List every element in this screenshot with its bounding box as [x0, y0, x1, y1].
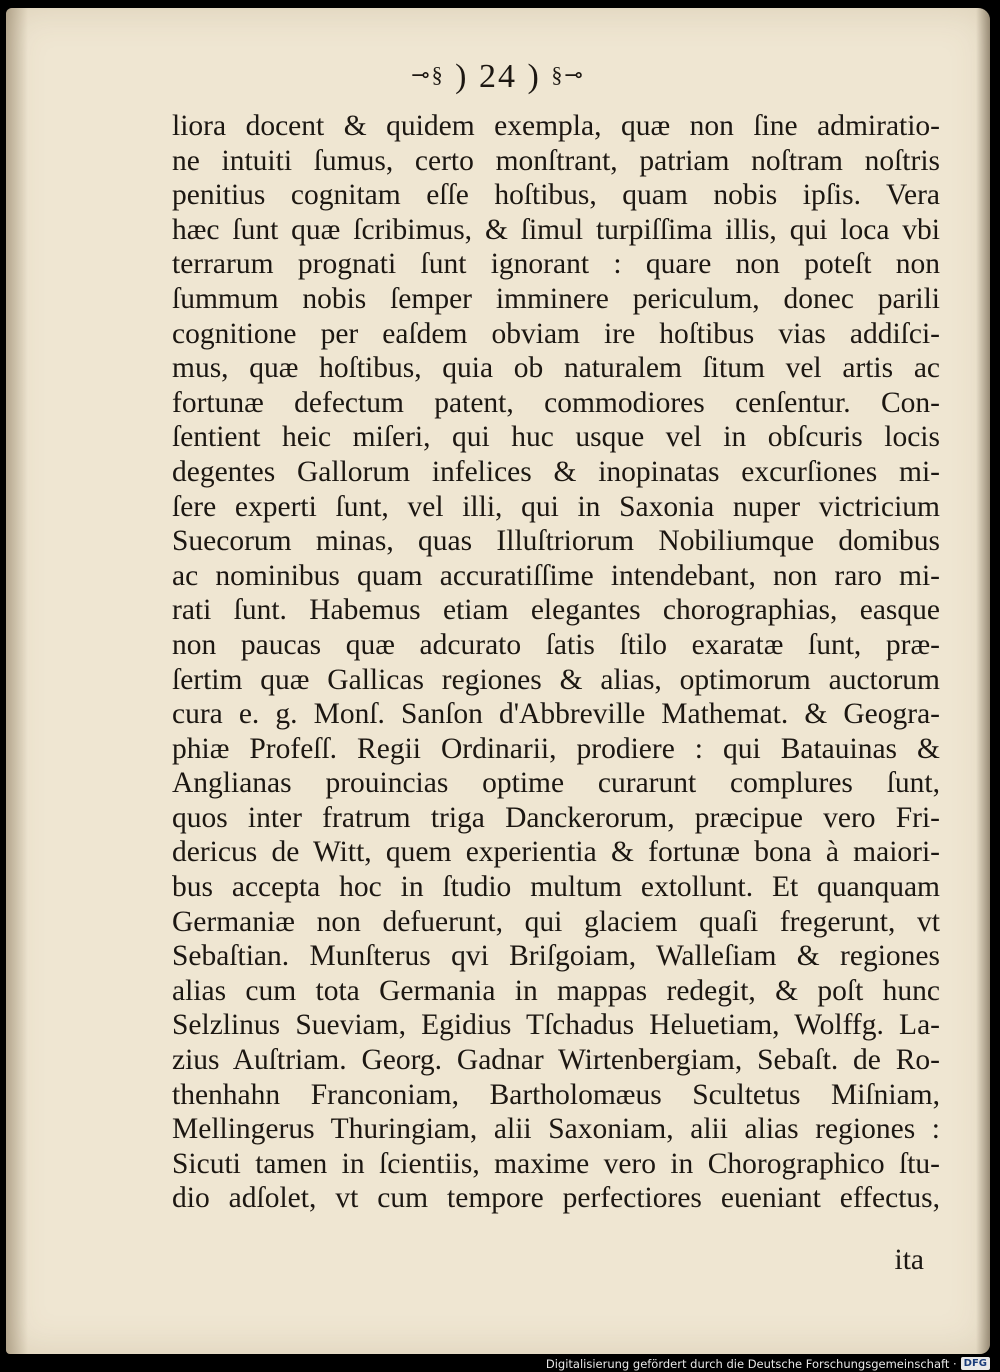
text-line: ſere experti ſunt, vel illi, qui in Saxonia nuper victricium — [172, 490, 940, 523]
text-line: cura e. g. Monſ. Sanſon d'Abbreville Mathemat. & Geogra- — [172, 698, 940, 731]
text-line: phiæ Profeſſ. Regii Ordinarii, prodiere : qui Batauinas & — [172, 732, 940, 765]
text-line: terrarum prognati ſunt ignorant : quare non poteſt non — [172, 248, 940, 281]
text-line: ac nominibus quam accuratiſſime intendebant, non raro mi- — [172, 559, 940, 592]
text-line: ſentient heic miſeri, qui huc usque vel in obſcuris locis — [172, 421, 940, 454]
text-line: cognitione per eaſdem obviam ire hoſtibus vias addiſci- — [172, 317, 940, 350]
footer-text: Digitalisierung gefördert durch die Deutsche Forschungsgemeinschaft · — [545, 1356, 957, 1371]
text-line: bus accepta hoc in ſtudio multum extollunt. Et quanquam — [172, 871, 940, 904]
catchword: ita — [894, 1244, 924, 1276]
text-line: fortunæ defectum patent, commodiores cenſentur. Con- — [172, 386, 940, 419]
footer-credit — [545, 1355, 990, 1372]
text-line: hæc ſunt quæ ſcribimus, & ſimul turpiſſima illis, qui loca vbi — [172, 213, 940, 246]
text-line: non paucas quæ adcurato ſatis ſtilo exaratæ ſunt, præ- — [172, 628, 940, 661]
text-line: Anglianas prouincias optime curarunt complures ſunt, — [172, 767, 940, 800]
text-line: Sebaſtian. Munſterus qvi Briſgoiam, Walleſiam & regiones — [172, 940, 940, 973]
body-text — [172, 109, 940, 1216]
text-line: Sicuti tamen in ſcientiis, maxime vero in Chorographico ſtu- — [172, 1147, 940, 1180]
text-line: zius Auſtriam. Georg. Gadnar Wirtenbergiam, Sebaſt. de Ro- — [172, 1044, 940, 1077]
text-line: quos inter fratrum triga Danckerorum, præcipue vero Fri- — [172, 801, 940, 834]
text-line: alias cum tota Germania in mappas redegit, & poſt hunc — [172, 974, 940, 1007]
text-line: ſummum nobis ſemper imminere periculum, donec parili — [172, 282, 940, 315]
text-line: dericus de Witt, quem experientia & fortunæ bona à maiori- — [172, 836, 940, 869]
text-line: thenhahn Franconiam, Bartholomæus Scultetus Miſniam, — [172, 1078, 940, 1111]
page-number: ) 24 ) — [455, 58, 541, 95]
text-line: ſertim quæ Gallicas regiones & alias, optimorum auctorum — [172, 663, 940, 696]
text-line: degentes Gallorum infelices & inopinatas excurſiones mi- — [172, 455, 940, 488]
text-line: liora docent & quidem exempla, quæ non ſine admiratio- — [172, 110, 940, 142]
text-line: penitius cognitam eſſe hoſtibus, quam nobis ipſis. Vera — [172, 179, 940, 212]
text-line: Germaniæ non defuerunt, qui glaciem quaſi fregerunt, vt — [172, 905, 940, 938]
text-line: dio adſolet, vt cum tempore perfectiores eueniant effectus, — [172, 1182, 940, 1215]
text-line: Suecorum minas, quas Illuſtriorum Nobiliumque domibus — [172, 525, 940, 558]
text-line: mus, quæ hoſtibus, quia ob naturalem ſitum vel artis ac — [172, 352, 940, 385]
text-line: Mellingerus Thuringiam, alii Saxoniam, alii alias regiones : — [172, 1113, 940, 1146]
text-line: Selzlinus Sueviam, Egidius Tſchadus Heluetiam, Wolffg. La- — [172, 1009, 940, 1042]
page-header — [6, 58, 990, 96]
dfg-logo: DFG — [961, 1357, 990, 1370]
text-line: rati ſunt. Habemus etiam elegantes chorographias, easque — [172, 594, 940, 627]
text-line: ne intuiti ſumus, certo monſtrant, patriam noſtram noſtris — [172, 144, 940, 177]
right-ornament: §⊸ — [551, 62, 585, 87]
book-page — [6, 8, 990, 1354]
left-ornament: ⊸§ — [411, 62, 445, 87]
